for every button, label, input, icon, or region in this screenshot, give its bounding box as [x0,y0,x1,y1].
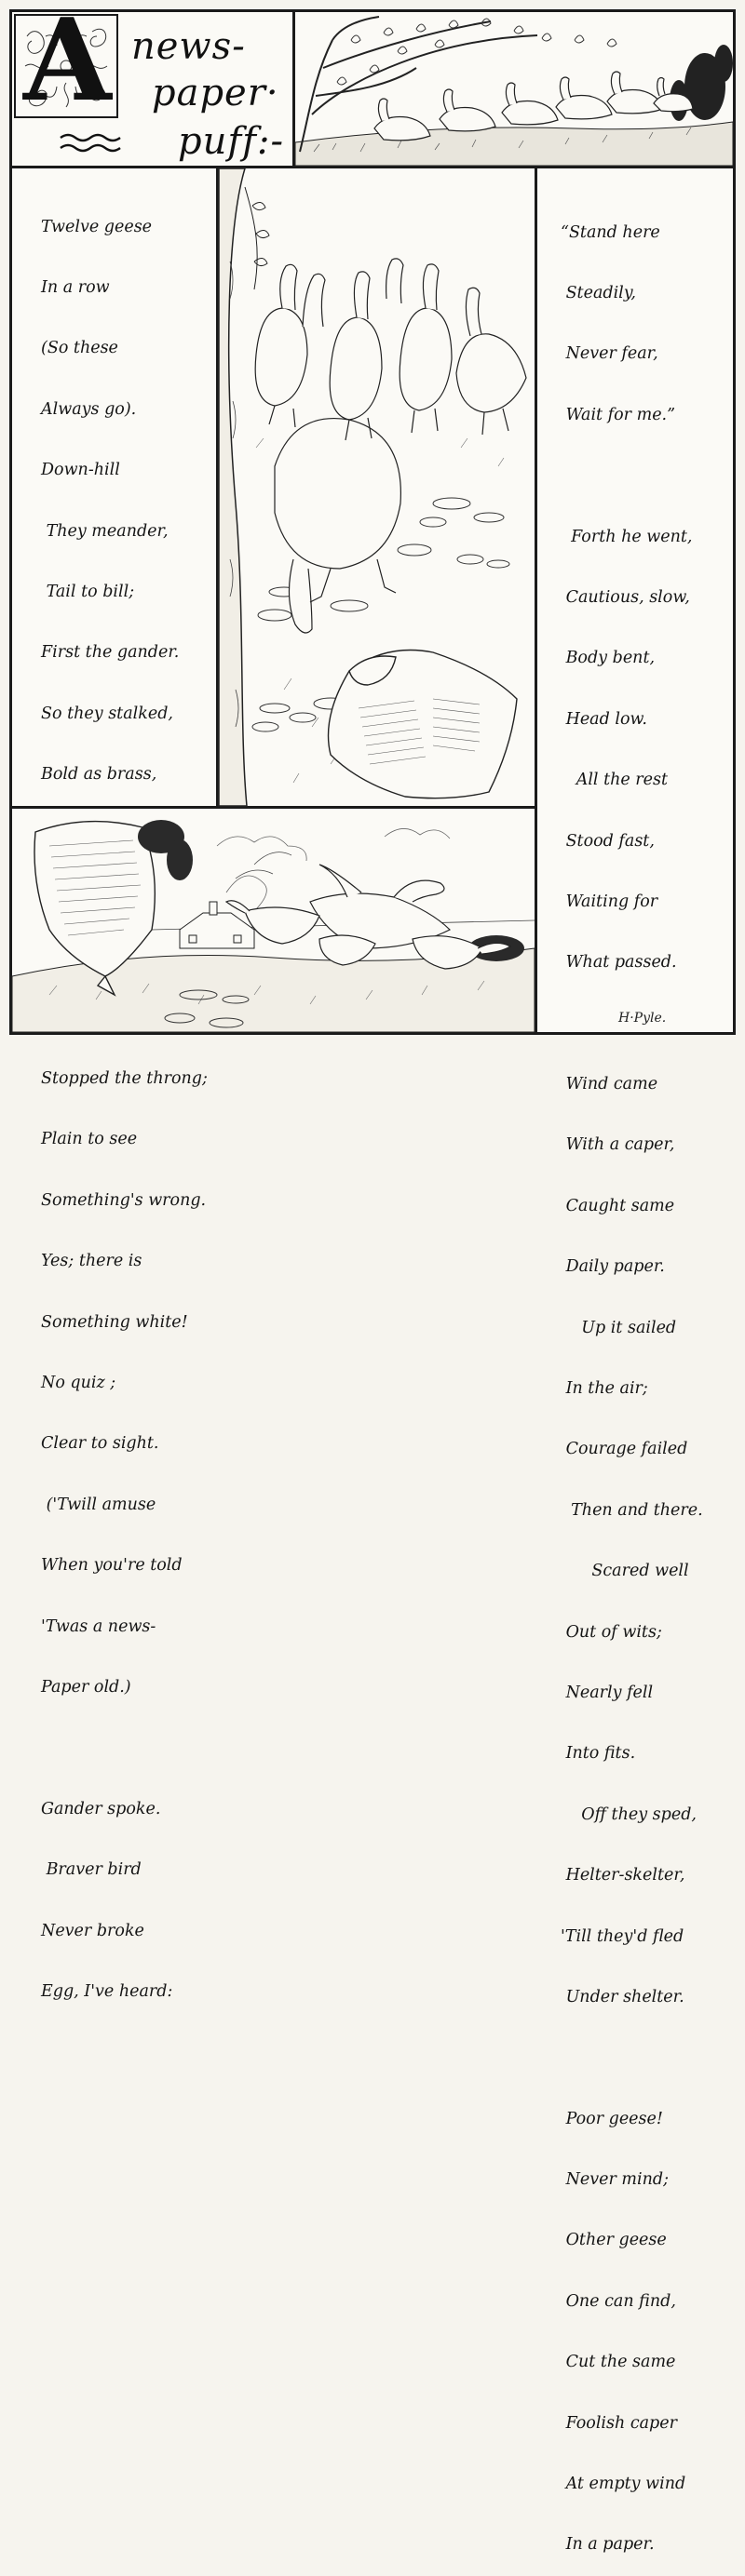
stanza-break [561,2048,703,2069]
poem-line: Out of wits; [561,1622,662,1642]
poem-line: 'Till they'd fled [561,1926,684,1946]
poem-line: “Stand here [561,222,660,242]
poem-line: All the rest [561,771,669,790]
title-line-3: puff:- [178,120,284,163]
poem-line: At empty wind [561,2475,686,2494]
poem-line: Always go). [41,399,137,419]
poem-line: They meander, [41,521,169,541]
poem-line: Forth he went, [561,527,693,546]
poem-line: So they stalked, [41,704,173,723]
poem-line: Foolish caper [561,2413,677,2433]
poem-line: Tail to bill; [41,582,135,601]
poem-line: Poor geese! [561,2109,663,2128]
poem-line: When you're told [41,1556,183,1576]
poem-column-left [41,177,208,2023]
top-illustration [295,12,733,166]
poem-line: Head low. [561,709,647,729]
wave-ornament-icon [59,131,124,155]
poem-line: Other geese [561,2231,667,2250]
poem-line: Scared well [561,1562,689,1581]
poem-line: Clear to sight. [41,1434,159,1454]
poem-line: Never mind; [561,2170,669,2190]
poem-line: Helter-skelter, [561,1866,685,1885]
poem-line: Egg, I've heard: [41,1981,173,2001]
poem-line: Daily paper. [561,1257,665,1277]
title-line-1: news- [131,25,246,68]
artist-signature: H·Pyle. [618,1011,667,1026]
poem-line: Caught same [561,1196,675,1215]
poem-column-right [561,182,703,2576]
poem-line: Down-hill [41,461,120,480]
initial-letter-box [14,0,118,127]
poem-line: Courage failed [561,1440,688,1459]
poem-line: Body bent, [561,649,656,668]
poem-line: Cautious, slow, [561,587,690,607]
poem-line: Twelve geese [41,217,153,236]
poem-line: Bold as brass, [41,765,157,785]
poem-line: Wind came [561,1075,658,1094]
poem-line: Yes; there is [41,1252,142,1271]
initial-letter: A [23,0,112,127]
poem-line: Nearly fell [561,1683,654,1702]
poem-line: Up it sailed [561,1318,677,1337]
poem-line: In a paper. [561,2535,655,2555]
poem-line: Off they sped, [561,1805,697,1824]
stanza-break [41,1738,208,1759]
poem-line: What passed. [561,953,677,973]
poem-line: First the gander. [41,643,180,663]
poem-line: Something's wrong. [41,1190,207,1210]
poem-line: One can find, [561,2291,676,2311]
middle-illustration [219,168,535,806]
poem-line: Under shelter. [561,1987,684,2006]
poem-line: Plain to see [41,1130,138,1149]
poem-line: Never fear, [561,344,658,364]
poem-line: Cut the same [561,2353,676,2372]
poem-line: Paper old.) [41,1677,131,1697]
poem-line: Steadily, [561,283,636,302]
poem-line: Then and there. [561,1500,703,1520]
poem-line: In the air; [561,1379,648,1399]
stanza-break [561,466,703,487]
right-column-divider [535,168,537,1035]
poem-line: In a row [41,277,110,297]
poem-line: Something white! [41,1312,188,1332]
poem-line: Never broke [41,1921,144,1940]
title-block [12,0,292,166]
title-line-2: paper· [152,72,279,114]
poem-line: ('Twill amuse [41,1495,156,1514]
poem-line: Stopped the throng; [41,1069,208,1089]
poem-line: Wait for me.” [561,405,676,424]
bottom-illustration [12,809,535,1032]
poem-line: Into fits. [561,1744,636,1764]
poem-line: Gander spoke. [41,1799,161,1818]
poem-line: Stood fast, [561,831,655,851]
poem-line: (So these [41,339,118,358]
poem-line: No quiz ; [41,1374,116,1393]
poem-line: Braver bird [41,1860,142,1880]
poem-line: 'Twas a news- [41,1617,156,1636]
poem-line: Waiting for [561,892,658,911]
poem-line: With a caper, [561,1135,675,1155]
